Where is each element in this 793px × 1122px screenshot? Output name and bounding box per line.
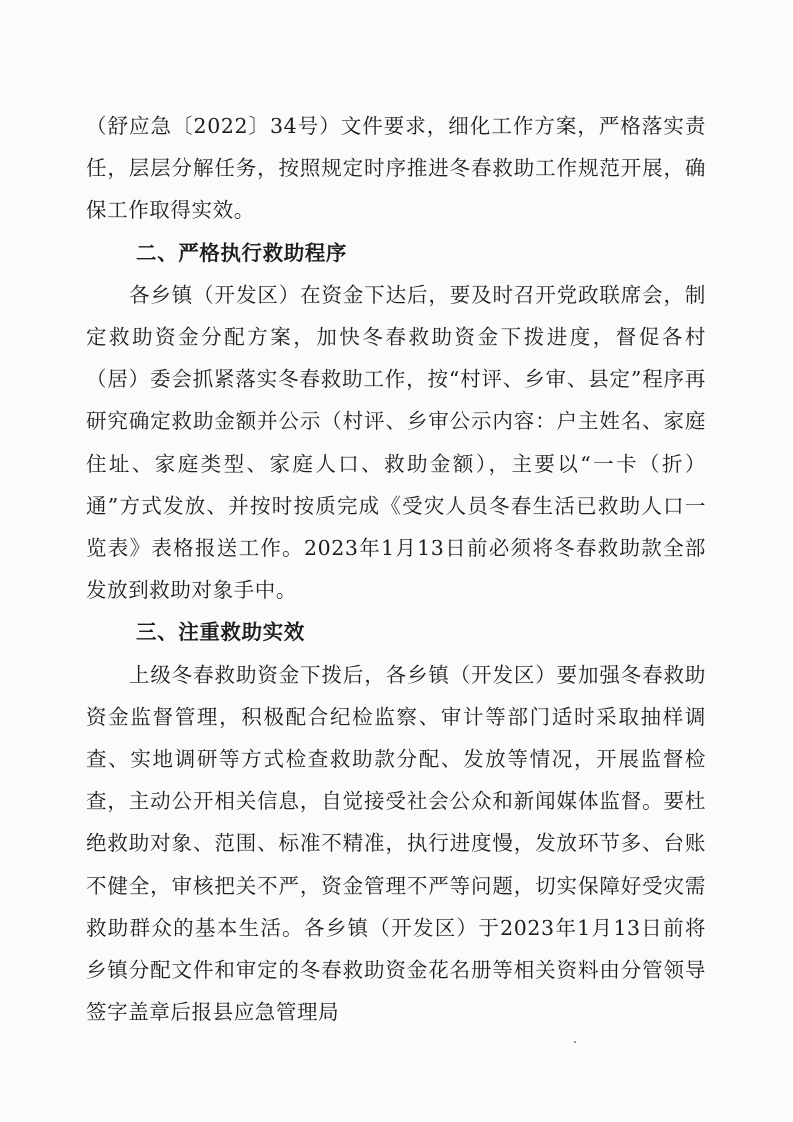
section-heading-3: 三、注重救助实效 <box>136 620 305 645</box>
section-heading-2: 二、严格执行救助程序 <box>136 240 347 265</box>
document-body <box>86 105 706 1033</box>
paragraph-section-3: 上级冬春救助资金下拨后，各乡镇（开发区）要加强冬春救助资金监督管理，积极配合纪检监察、审计等部门适时采取抽样调查、实地调研等方式检查救助款分配、发放等情况，开展监督检查，主动公开相关信息，自觉接受社会公众和新闻媒体监督。要杜绝救助对象、范围、标准不精准，执行进度慢，发放环节多、台账不健全，审核把关不严，资金管理不严等问题，切实保障好受灾需救助群众的基本生活。各乡镇（开发区）于2023年1月13日前将乡镇分配文件和审定的冬春救助资金花名册等相关资料由分管领导签字盖章后报县应急管理局 <box>86 662 706 1025</box>
paragraph-section-2: 各乡镇（开发区）在资金下达后，要及时召开党政联席会，制定救助资金分配方案，加快冬春救助资金下拨进度，督促各村（居）委会抓紧落实冬春救助工作，按“村评、乡审、县定”程序再研究确定救助金额并公示（村评、乡审公示内容：户主姓名、家庭住址、家庭类型、家庭人口、救助金额），主要以“一卡（折）通”方式发放、并按时按质完成《受灾人员冬春生活已救助人口一览表》表格报送工作。2023年1月13日前必须将冬春救助款全部发放到救助对象手中。 <box>86 282 706 603</box>
paragraph-continuation: （舒应急〔2022〕34号）文件要求，细化工作方案，严格落实责任，层层分解任务，按照规定时序推进冬春救助工作规范开展，确保工作取得实效。 <box>86 114 706 223</box>
scan-speck <box>574 1041 576 1043</box>
